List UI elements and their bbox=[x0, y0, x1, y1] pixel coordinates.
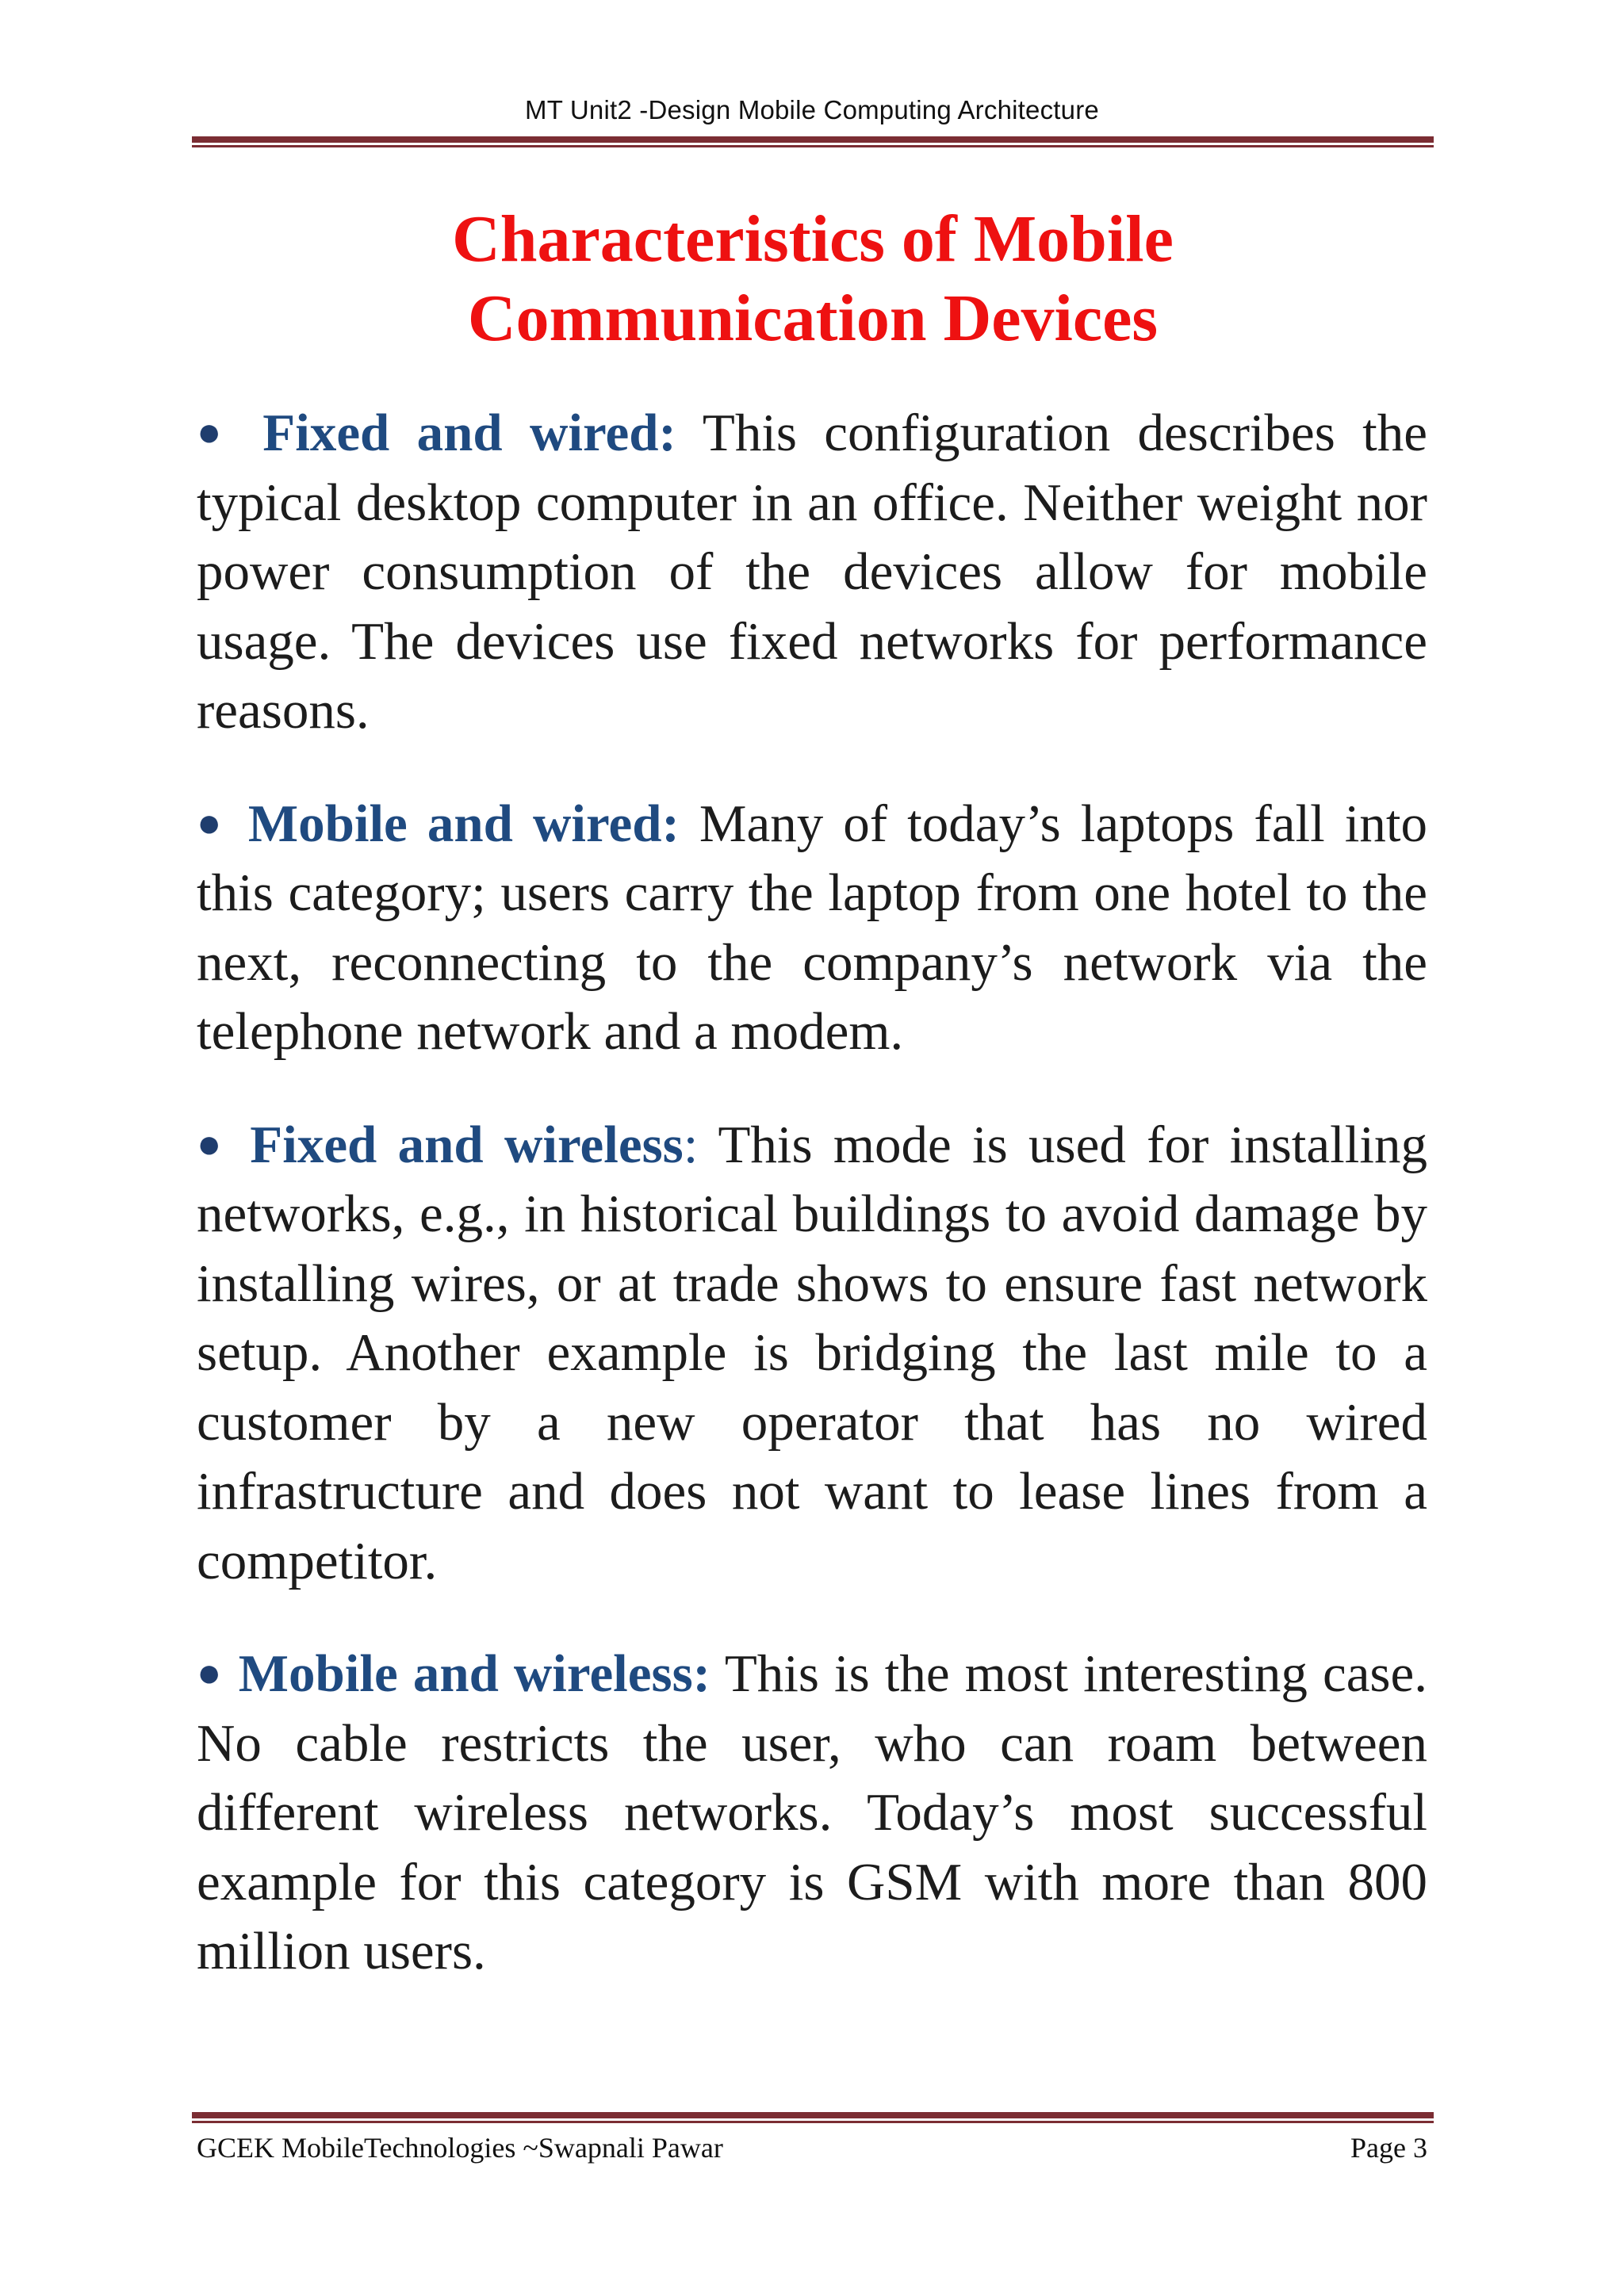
bullet-icon: ● bbox=[197, 800, 228, 846]
characteristic-text: This mode is used for installing networks, e.g., in historical buildings to avoid damage by installing wires, or at trade shows to ensure fast network setup. Another example is bridging the last mile to a customer by a new operator that has no wired infrastructure and does not want to lease lines from a competitor. bbox=[197, 1115, 1427, 1590]
term-colon: : bbox=[683, 1115, 699, 1174]
bullet-icon: ● bbox=[197, 410, 236, 455]
characteristic-item bbox=[197, 1639, 1427, 1987]
characteristic-text: This is the most interesting case. No cable restricts the user, who can roam between different wireless networks. Today’s most successful example for this category is GSM with more than 800 million users. bbox=[197, 1644, 1427, 1980]
page-title-line-1: Characteristics of Mobile bbox=[452, 202, 1174, 276]
characteristic-text: Many of today’s laptops fall into this category; users carry the laptop from one hotel to the next, reconnecting to the company’s network via the telephone network and a modem. bbox=[197, 794, 1427, 1061]
header-rule bbox=[192, 136, 1434, 147]
footer-author: GCEK MobileTechnologies ~Swapnali Pawar bbox=[197, 2132, 723, 2164]
page-title bbox=[192, 200, 1434, 358]
footer-rule bbox=[192, 2112, 1434, 2123]
bullet-icon: ● bbox=[197, 1651, 224, 1696]
characteristic-term: Fixed and wired: bbox=[262, 404, 676, 462]
characteristic-item bbox=[197, 398, 1427, 746]
body-content bbox=[197, 398, 1427, 2030]
page-number: Page 3 bbox=[1350, 2132, 1427, 2164]
characteristic-item bbox=[197, 1110, 1427, 1597]
bullet-icon: ● bbox=[197, 1121, 229, 1167]
characteristic-text: This configuration describes the typical desktop computer in an office. Neither weight nor power consumption of the devices allow for mobile usage. The devices use fixed networks for performance reasons. bbox=[197, 404, 1427, 740]
characteristic-term: Mobile and wired: bbox=[247, 794, 680, 853]
page-title-line-2: Communication Devices bbox=[467, 281, 1159, 355]
characteristic-item bbox=[197, 789, 1427, 1067]
characteristic-term: Fixed and wireless bbox=[250, 1115, 684, 1174]
running-header: MT Unit2 -Design Mobile Computing Architecture bbox=[525, 95, 1099, 124]
characteristic-term: Mobile and wireless: bbox=[238, 1644, 710, 1703]
